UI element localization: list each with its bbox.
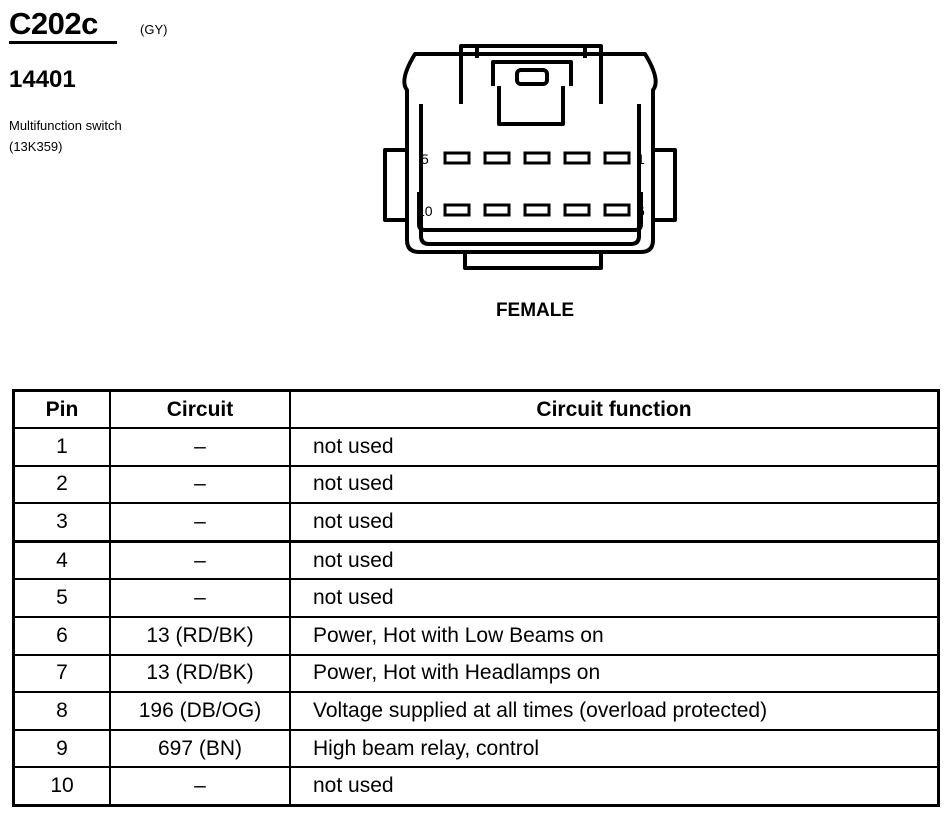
table-row: [14, 503, 939, 541]
connector-color: (GY): [140, 22, 168, 37]
component-code: (13K359): [9, 139, 63, 154]
pin-slot: [485, 153, 509, 163]
pin-slot: [485, 205, 509, 215]
circuit-cell: –: [110, 579, 290, 617]
pin-cell: 6: [14, 617, 111, 655]
connector-right-latch: [653, 150, 675, 220]
function-cell: High beam relay, control: [290, 730, 939, 768]
function-cell: not used: [290, 579, 939, 617]
pin-cell: 10: [14, 767, 111, 805]
pin-cell: 5: [14, 579, 111, 617]
column-header-function: Circuit function: [290, 391, 939, 429]
table-row: [14, 730, 939, 768]
connector-bottom-key: [465, 252, 601, 268]
pin-cell: 7: [14, 655, 111, 693]
function-cell: not used: [290, 428, 939, 466]
circuit-cell: 196 (DB/OG): [110, 692, 290, 730]
function-cell: Voltage supplied at all times (overload protected): [290, 692, 939, 730]
function-cell: Power, Hot with Headlamps on: [290, 655, 939, 693]
pin-cell: 1: [14, 428, 111, 466]
circuit-cell: 13 (RD/BK): [110, 655, 290, 693]
pin-cell: 8: [14, 692, 111, 730]
connector-gender-label: FEMALE: [495, 300, 575, 321]
table-row: [14, 617, 939, 655]
table-row: [14, 579, 939, 617]
table-row: [14, 655, 939, 693]
pin-cell: 2: [14, 466, 111, 504]
pin-slot: [605, 153, 629, 163]
pin-slot: [525, 153, 549, 163]
pin-slot: [445, 153, 469, 163]
pin-cell: 9: [14, 730, 111, 768]
column-header-pin: Pin: [14, 391, 111, 429]
circuit-cell: 697 (BN): [110, 730, 290, 768]
pin-table: [12, 389, 940, 807]
circuit-cell: –: [110, 428, 290, 466]
function-cell: not used: [290, 466, 939, 504]
pin-slot: [605, 205, 629, 215]
table-row: [14, 541, 939, 579]
table-row: [14, 692, 939, 730]
table-row: [14, 466, 939, 504]
circuit-cell: –: [110, 541, 290, 579]
function-cell: not used: [290, 767, 939, 805]
pin-slot: [525, 205, 549, 215]
function-cell: not used: [290, 503, 939, 541]
pin-cell: 4: [14, 541, 111, 579]
connector-id: C202c: [9, 6, 98, 41]
connector-id-underline: [9, 41, 117, 44]
connector-left-latch: [385, 150, 407, 220]
circuit-cell: 13 (RD/BK): [110, 617, 290, 655]
pin-label-bottom-left: 10: [417, 203, 433, 219]
table-row: [14, 428, 939, 466]
function-cell: not used: [290, 541, 939, 579]
circuit-cell: –: [110, 466, 290, 504]
column-header-circuit: Circuit: [110, 391, 290, 429]
connector-face-diagram: [375, 40, 695, 280]
component-description: Multifunction switch: [9, 118, 122, 133]
pin-cell: 3: [14, 503, 111, 541]
pin-label-bottom-right: 6: [637, 203, 645, 219]
part-number: 14401: [9, 66, 76, 93]
pin-slot: [445, 205, 469, 215]
pin-label-top-left: 5: [421, 151, 429, 167]
pin-slot: [565, 205, 589, 215]
pin-label-top-right: 1: [637, 151, 645, 167]
function-cell: Power, Hot with Low Beams on: [290, 617, 939, 655]
table-header-row: [14, 391, 939, 429]
table-row: [14, 767, 939, 805]
circuit-cell: –: [110, 503, 290, 541]
circuit-cell: –: [110, 767, 290, 805]
pin-slot: [565, 153, 589, 163]
